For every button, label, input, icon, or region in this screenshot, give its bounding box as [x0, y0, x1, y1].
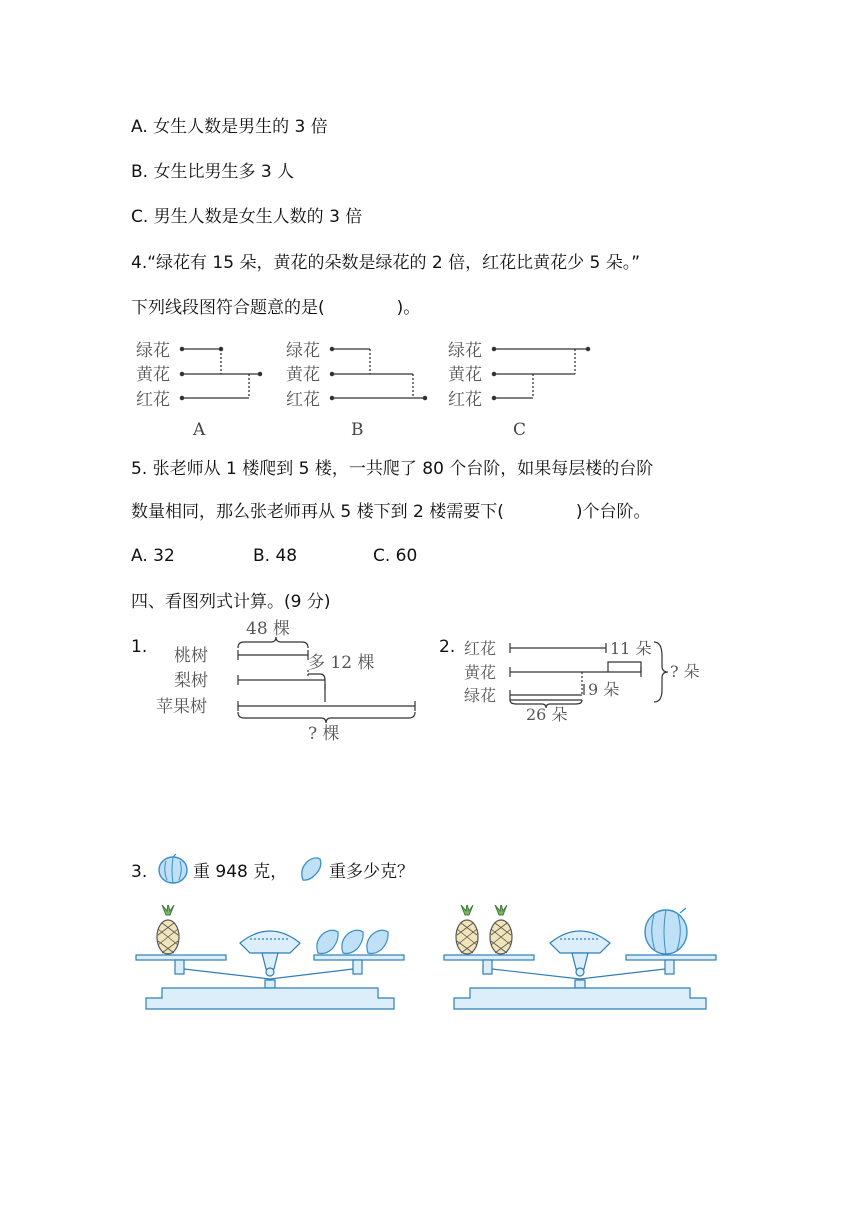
- label-red: 红花: [448, 390, 482, 410]
- label-green: 绿花: [464, 686, 497, 705]
- mango-icon: [317, 930, 338, 953]
- watermelon-icon: [156, 853, 190, 885]
- label-green: 绿花: [286, 341, 320, 361]
- q5-option-b: B. 48: [253, 546, 298, 566]
- label-apple: 苹果树: [156, 697, 207, 717]
- pineapple-icon: [157, 905, 179, 954]
- watermelon-icon: [645, 908, 687, 954]
- count-11: 11 朵: [610, 639, 652, 658]
- pineapple-icon: [456, 905, 478, 954]
- diagram-b: [286, 341, 427, 440]
- label-red: 红花: [464, 639, 497, 658]
- label-green: 绿花: [136, 341, 170, 361]
- problem-3-number: 3.: [131, 862, 148, 882]
- count-48: 48 棵: [246, 619, 291, 639]
- label-pear: 梨树: [174, 671, 208, 691]
- q4-stem: 4.“绿花有 15 朵，黄花的朵数是绿花的 2 倍，红花比黄花少 5 朵。”: [131, 253, 641, 273]
- balance-scale-right: [440, 905, 725, 1015]
- problem-1-number: 1.: [131, 637, 148, 657]
- q4-question: 下列线段图符合题意的是( )。: [131, 298, 421, 318]
- count-9: 9 朵: [588, 680, 620, 699]
- label-red: 红花: [136, 390, 170, 410]
- pineapple-icon: [490, 905, 512, 954]
- more-12: 多 12 棵: [308, 653, 375, 673]
- label-yellow: 黄花: [136, 365, 170, 385]
- section-title: 四、看图列式计算。(9 分): [131, 592, 331, 612]
- q5-question: 数量相同，那么张老师再从 5 楼下到 2 楼需要下( )个台阶。: [131, 502, 651, 522]
- diagram-a: [136, 341, 262, 440]
- q3-option-a: A. 女生人数是男生的 3 倍: [131, 117, 328, 137]
- mango-icon: [367, 930, 388, 953]
- balance-scale-left: [132, 905, 412, 1015]
- problem-2-number: 2.: [439, 637, 456, 657]
- label-yellow: 黄花: [286, 365, 320, 385]
- q5-stem: 5. 张老师从 1 楼爬到 5 楼，一共爬了 80 个台阶，如果每层楼的台阶: [131, 459, 654, 479]
- label-red: 红花: [286, 390, 320, 410]
- problem-3-text-weight: 重 948 克，: [193, 862, 288, 882]
- option-letter-a: A: [193, 420, 206, 440]
- q5-option-c: C. 60: [373, 546, 418, 566]
- option-letter-b: B: [351, 420, 364, 440]
- problem-2-diagram: [458, 632, 718, 727]
- q3-option-c: C. 男生人数是女生人数的 3 倍: [131, 207, 363, 227]
- q4-line-diagrams: [130, 332, 610, 442]
- diagram-c: [448, 341, 590, 440]
- question-total: ? 朵: [670, 662, 700, 681]
- count-26: 26 朵: [526, 705, 568, 724]
- label-yellow: 黄花: [464, 663, 497, 682]
- question-total: ? 棵: [308, 724, 340, 744]
- label-peach: 桃树: [174, 646, 208, 666]
- option-letter-c: C: [513, 420, 527, 440]
- problem-1-diagram: [150, 618, 425, 746]
- label-yellow: 黄花: [448, 365, 482, 385]
- mango-icon: [298, 855, 324, 883]
- label-green: 绿花: [448, 341, 482, 361]
- q3-option-b: B. 女生比男生多 3 人: [131, 162, 295, 182]
- mango-icon: [342, 930, 363, 953]
- problem-3-text-question: 重多少克？: [329, 862, 414, 882]
- q5-option-a: A. 32: [131, 546, 175, 566]
